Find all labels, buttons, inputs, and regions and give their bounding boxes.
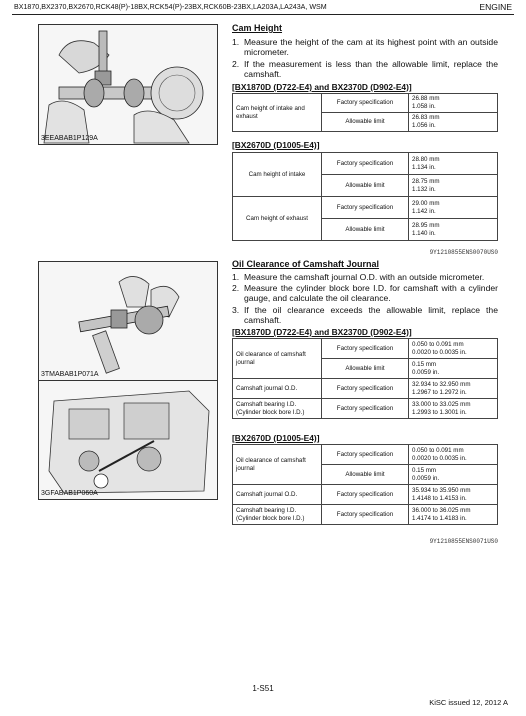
header-rule [12,14,514,15]
header-models: BX1870,BX2370,BX2670,RCK48(P)-18BX,RCK54(P)-23BX,RCK60B-23BX,LA203A,LA243A, WSM [14,3,327,11]
table-cell-value: 28.75 mm 1.132 in. [409,175,498,197]
table-cell-item: Oil clearance of camshaft journal [233,339,322,379]
table-cell-item: Camshaft bearing I.D. (Cylinder block bore I.D.) [233,399,322,419]
figure-camshaft-journal [38,261,218,381]
table-cell-spec: Factory specification [322,379,409,399]
table-cell-value: 36.000 to 36.025 mm 1.4174 to 1.4183 in. [409,505,498,525]
oil-clearance-table-1 [232,338,498,419]
table-cell-spec: Factory specification [322,399,409,419]
table-cell-spec: Allowable limit [322,359,409,379]
oil-step-1: 1. Measure the camshaft journal O.D. with an outside micrometer. [232,272,485,282]
figure-label: 3EEABAB1P129A [41,135,98,142]
table-cell-spec: Allowable limit [322,219,409,241]
table-cell-value: 28.80 mm 1.134 in. [409,153,498,175]
table-cell-spec: Factory specification [322,197,409,219]
table-cell-value: 0.050 to 0.091 mm 0.0020 to 0.0035 in. [409,445,498,465]
figure-label: 3GFABAB1P060A [41,490,98,497]
cam-height-code: 9Y1210855ENS0070US0 [429,249,498,256]
oil-table1-heading: [BX1870D (D722-E4) and BX2370D (D902-E4)] [232,327,412,337]
table-cell-spec: Factory specification [322,94,409,113]
table-cell-spec: Allowable limit [322,465,409,485]
table-cell-value: 33.000 to 33.025 mm 1.2993 to 1.3001 in. [409,399,498,419]
table-cell-value: 35.934 to 35.950 mm 1.4148 to 1.4153 in. [409,485,498,505]
oil-step-3: 3. If the oil clearance exceeds the allowable limit, replace the camshaft. [232,305,498,326]
oil-table2-heading: [BX2670D (D1005-E4)] [232,433,320,443]
table-cell-spec: Factory specification [322,153,409,175]
table-cell-item: Cam height of intake [233,153,322,197]
header-section: ENGINE [479,2,512,12]
table-cell-value: 0.050 to 0.091 mm 0.0020 to 0.0035 in. [409,339,498,359]
table-cell-value: 0.15 mm 0.0059 in. [409,359,498,379]
table-cell-spec: Factory specification [322,485,409,505]
table-cell-item: Oil clearance of camshaft journal [233,445,322,485]
table-cell-value: 32.934 to 32.950 mm 1.2967 to 1.2972 in. [409,379,498,399]
table-cell-value: 26.83 mm 1.056 in. [409,113,498,132]
figure-cam-height [38,24,218,145]
table-cell-item: Cam height of exhaust [233,197,322,241]
table-cell-item: Camshaft journal O.D. [233,485,322,505]
table-cell-spec: Factory specification [322,339,409,359]
table-cell-value: 0.15 mm 0.0059 in. [409,465,498,485]
table-cell-value: 29.00 mm 1.142 in. [409,197,498,219]
page-number: 1-S51 [252,684,274,693]
table-cell-value: 26.88 mm 1.058 in. [409,94,498,113]
cam-height-table-1 [232,93,498,132]
oil-step-2: 2. Measure the cylinder block bore I.D. for camshaft with a cylinder gauge, and calculate the oil clearance. [232,283,498,304]
cam-height-table-2 [232,152,498,241]
cam-height-step-1: 1. Measure the height of the cam at its highest point with an outside micrometer. [232,37,498,58]
table-cell-value: 28.95 mm 1.140 in. [409,219,498,241]
table-cell-item: Camshaft journal O.D. [233,379,322,399]
cam-height-title: Cam Height [232,23,283,33]
table-cell-item: Camshaft bearing I.D. (Cylinder block bore I.D.) [233,505,322,525]
issued-note: KiSC issued 12, 2012 A [429,698,508,707]
table-cell-spec: Allowable limit [322,113,409,132]
oil-clearance-title: Oil Clearance of Camshaft Journal [232,259,380,269]
oil-clearance-table-2 [232,444,498,525]
figure-cylinder-block [38,380,218,500]
table-cell-item: Cam height of intake and exhaust [233,94,322,132]
cam-height-step-2: 2. If the measurement is less than the allowable limit, replace the camshaft. [232,59,498,80]
figure-label: 3TMABAB1P071A [41,371,99,378]
cylinder-block-illustration [39,381,217,499]
cam-table1-heading: [BX1870D (D722-E4) and BX2370D (D902-E4)] [232,82,412,92]
camshaft-journal-illustration [39,262,217,380]
oil-clearance-code: 9Y1210855ENS0071US0 [429,538,498,545]
cam-table2-heading: [BX2670D (D1005-E4)] [232,140,320,150]
table-cell-spec: Allowable limit [322,175,409,197]
table-cell-spec: Factory specification [322,505,409,525]
camshaft-micrometer-illustration [39,25,217,144]
table-cell-spec: Factory specification [322,445,409,465]
